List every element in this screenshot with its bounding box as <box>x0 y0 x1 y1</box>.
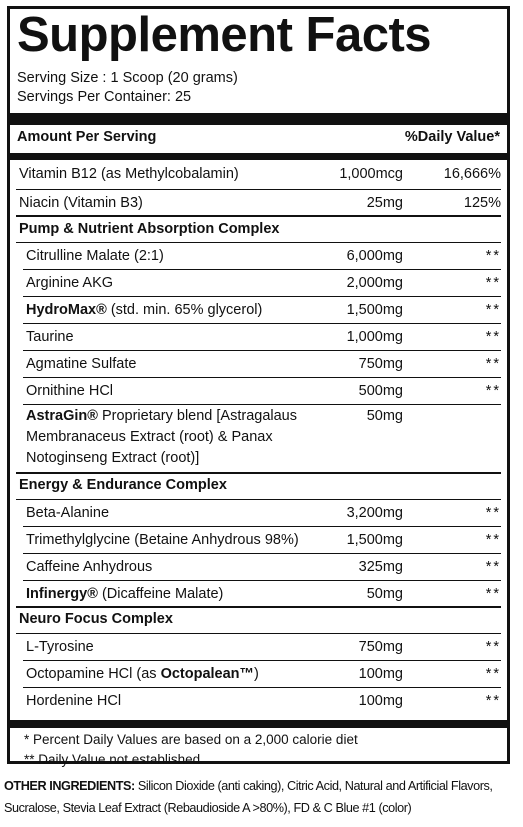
row-divider <box>23 323 501 324</box>
ingredient-amount: 750mg <box>358 356 403 372</box>
supplement-facts-panel <box>7 6 510 767</box>
section-title: Energy & Endurance Complex <box>19 477 227 493</box>
ingredient-name: Taurine <box>26 329 74 345</box>
row-divider <box>23 687 501 688</box>
ingredient-dv: ** <box>485 505 501 521</box>
ingredient-amount: 2,000mg <box>346 275 403 291</box>
ingredient-detail: (std. min. 65% glycerol) <box>106 302 263 318</box>
ingredient-dv: ** <box>485 586 501 602</box>
ingredient-name: Trimethylglycine (Betaine Anhydrous 98%) <box>26 532 299 548</box>
amount-header: Amount Per Serving <box>17 129 157 145</box>
ingredient-name: Caffeine Anhydrous <box>26 559 153 575</box>
other-ingredients-label: OTHER INGREDIENTS: <box>4 778 135 793</box>
other-ingredients-text: Silicon Dioxide (anti caking), Citric Acid, Natural and Artificial Flavors, Sucralose, Stevia Leaf Extract (Rebaudioside A >80%), FD & C Blue #1 (color) <box>4 778 493 815</box>
brand-name: Octopalean™ <box>160 666 255 682</box>
section-divider <box>16 215 501 217</box>
ingredient-name: Hordenine HCl <box>26 693 122 709</box>
ingredient-detail: Notoginseng Extract (root)] <box>26 450 200 466</box>
section-title: Neuro Focus Complex <box>19 611 173 627</box>
ingredient-dv: ** <box>485 383 501 399</box>
ingredient-name: Ornithine HCl <box>26 383 114 399</box>
ingredient-dv: ** <box>485 639 501 655</box>
row-divider <box>23 580 501 581</box>
nutrient-name: Niacin (Vitamin B3) <box>19 195 143 211</box>
nutrient-amount: 1,000mcg <box>339 166 403 182</box>
ingredient-amount: 3,200mg <box>346 505 403 521</box>
row-divider <box>23 526 501 527</box>
section-divider <box>16 472 501 474</box>
section-title: Pump & Nutrient Absorption Complex <box>19 221 280 237</box>
ingredient-name: Arginine AKG <box>26 275 114 291</box>
ingredient-name: Citrulline Malate (2:1) <box>26 248 164 264</box>
thick-divider <box>10 720 507 728</box>
ingredient-dv: ** <box>485 248 501 264</box>
ingredient-name: Agmatine Sulfate <box>26 356 137 372</box>
ingredient-dv: ** <box>485 356 501 372</box>
daily-value-header: %Daily Value* <box>404 129 500 145</box>
row-divider <box>23 377 501 378</box>
ingredient-dv: ** <box>485 532 501 548</box>
row-divider <box>23 404 501 405</box>
ingredient-amount: 50mg <box>366 586 403 602</box>
section-divider <box>16 606 501 608</box>
ingredient-dv: ** <box>485 559 501 575</box>
nutrient-name: Vitamin B12 (as Methylcobalamin) <box>19 166 239 182</box>
ingredient-amount: 500mg <box>358 383 403 399</box>
row-divider <box>23 296 501 297</box>
ingredient-dv: ** <box>485 302 501 318</box>
ingredient-row <box>16 406 501 469</box>
ingredient-name <box>26 406 297 469</box>
nutrient-dv: 16,666% <box>443 166 501 182</box>
ingredient-amount: 1,500mg <box>346 302 403 318</box>
row-divider <box>16 189 501 190</box>
brand-name: AstraGin® <box>26 408 98 424</box>
row-divider <box>16 242 501 243</box>
ingredient-detail: Membranaceus Extract (root) & Panax <box>26 429 273 445</box>
nutrient-amount: 25mg <box>366 195 403 211</box>
ingredient-amount: 750mg <box>358 639 403 655</box>
ingredient-amount: 100mg <box>358 693 403 709</box>
thick-divider <box>10 113 507 125</box>
row-divider <box>16 499 501 500</box>
ingredient-amount: 1,000mg <box>346 329 403 345</box>
ingredient-dv: ** <box>485 666 501 682</box>
footnote-not-established: ** Daily Value not established. <box>24 752 204 767</box>
ingredient-dv: ** <box>485 329 501 345</box>
footnote-dv: * Percent Daily Values are based on a 2,000 calorie diet <box>24 732 358 747</box>
ingredient-dv: ** <box>485 275 501 291</box>
row-divider <box>23 269 501 270</box>
ingredient-amount: 6,000mg <box>346 248 403 264</box>
ingredient-detail: (Dicaffeine Malate) <box>97 586 224 602</box>
ingredient-amount: 325mg <box>358 559 403 575</box>
servings-per-container: Servings Per Container: 25 <box>17 89 192 105</box>
brand-name: Infinergy® <box>26 586 98 602</box>
thick-divider <box>10 153 507 160</box>
ingredient-amount: 50mg <box>366 408 403 424</box>
brand-name: HydroMax® <box>26 302 107 318</box>
ingredient-name <box>26 664 259 684</box>
ingredient-amount: 1,500mg <box>346 532 403 548</box>
ingredient-detail: Proprietary blend [Astragalaus <box>97 408 297 424</box>
row-divider <box>23 350 501 351</box>
nutrient-dv: 125% <box>463 195 501 211</box>
ingredient-amount: 100mg <box>358 666 403 682</box>
ingredient-name: Beta-Alanine <box>26 505 110 521</box>
ingredient-dv: ** <box>485 693 501 709</box>
ingredient-name <box>26 584 223 604</box>
serving-size: Serving Size : 1 Scoop (20 grams) <box>17 70 238 86</box>
column-header <box>17 129 500 145</box>
row-divider <box>23 553 501 554</box>
ingredient-detail: ) <box>254 666 259 682</box>
ingredient-name <box>26 300 262 320</box>
panel-title: Supplement Facts <box>17 8 432 62</box>
other-ingredients <box>4 775 503 819</box>
ingredient-detail: Octopamine HCl (as <box>26 666 161 682</box>
row-divider <box>16 633 501 634</box>
ingredient-name: L-Tyrosine <box>26 639 94 655</box>
row-divider <box>23 660 501 661</box>
